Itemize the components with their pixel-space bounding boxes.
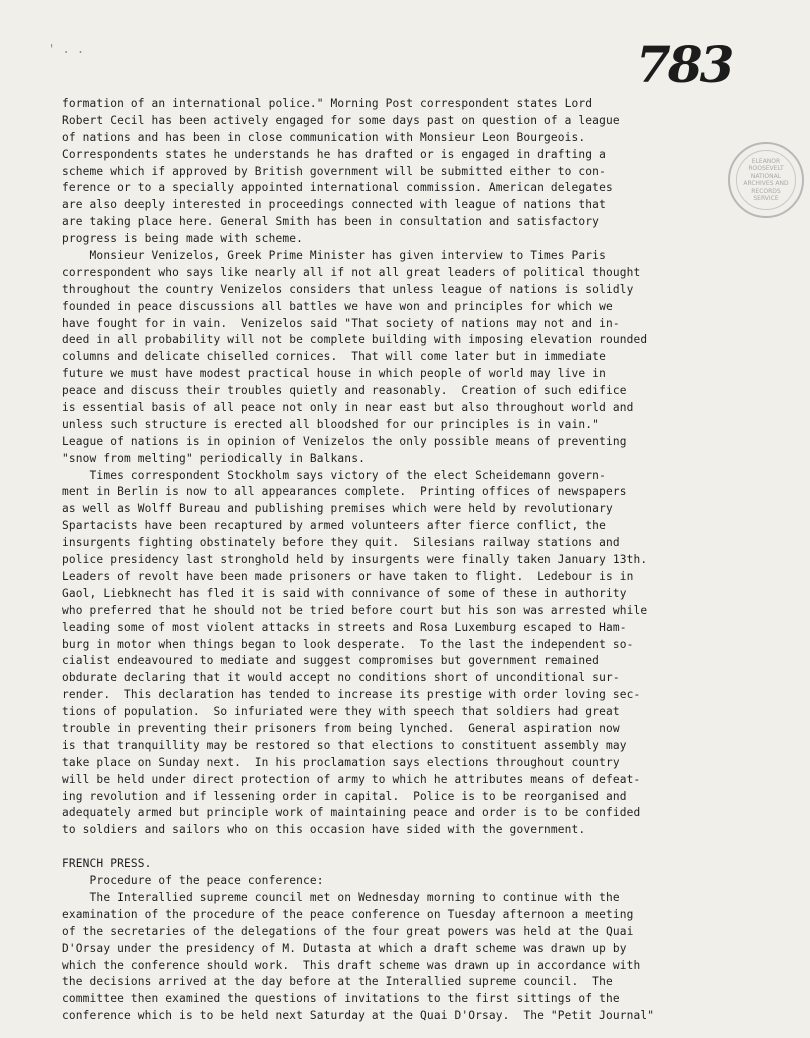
- text-line: ing revolution and if lessening order in capital. Police is to be reorganised and: [62, 789, 627, 803]
- stamp-line: RECORDS: [751, 187, 781, 195]
- corner-mark: ' . .: [48, 42, 85, 56]
- text-line: Times correspondent Stockholm says victory of the elect Scheidemann govern-: [62, 468, 606, 482]
- text-line: Robert Cecil has been actively engaged for some days past on question of a league: [62, 113, 620, 127]
- text-line: conference which is to be held next Saturday at the Quai D'Orsay. The "Petit Journal": [62, 1009, 655, 1023]
- text-line: is that tranquillity may be restored so that elections to constituent assembly may: [62, 738, 627, 752]
- text-line: to soldiers and sailors who on this occasion have sided with the government.: [62, 823, 586, 837]
- text-line: will be held under direct protection of army to which he attributes means of defeat-: [62, 772, 641, 786]
- paragraph-stockholm: [62, 468, 752, 840]
- text-line: take place on Sunday next. In his proclamation says elections throughout country: [62, 755, 620, 769]
- sub-heading: Procedure of the peace conference:: [62, 874, 324, 888]
- text-line: cialist endeavoured to mediate and suggest compromises but government remained: [62, 654, 600, 668]
- text-line: the decisions arrived at the day before at the Interallied supreme council. The: [62, 975, 613, 989]
- text-line: adequately armed but principle work of maintaining peace and order is to be confided: [62, 806, 641, 820]
- text-line: insurgents fighting obstinately before they quit. Silesians railway stations and: [62, 536, 620, 550]
- text-line: scheme which if approved by British government will be submitted either to con-: [62, 164, 606, 178]
- text-line: progress is being made with scheme.: [62, 232, 303, 246]
- text-line: burg in motor when things began to look desperate. To the last the independent so-: [62, 637, 634, 651]
- text-line: are also deeply interested in proceedings connected with league of nations that: [62, 198, 606, 212]
- text-line: ference or to a specially appointed international commission. American delegates: [62, 181, 613, 195]
- paragraph-peace-conference: [62, 890, 752, 1025]
- text-line: columns and delicate chiselled cornices. That will come later but in immediate: [62, 350, 606, 364]
- text-line: committee then examined the questions of invitations to the first sittings of the: [62, 992, 620, 1006]
- text-line: of the secretaries of the delegations of the four great powers was held at the Quai: [62, 924, 634, 938]
- text-line: Gaol, Liebknecht has fled it is said with connivance of some of these in authority: [62, 586, 627, 600]
- text-line: render. This declaration has tended to increase its prestige with order loving sec-: [62, 688, 641, 702]
- text-line: who preferred that he should not be tried before court but his son was arrested while: [62, 603, 648, 617]
- text-line: are taking place here. General Smith has been in consultation and satisfactory: [62, 215, 600, 229]
- stamp-line: ELEANOR ROOSEVELT: [748, 157, 784, 172]
- stamp-line: ARCHIVES AND: [743, 180, 789, 187]
- stamp-line: SERVICE: [753, 195, 779, 202]
- text-line: is essential basis of all peace not only in near east but also throughout world and: [62, 401, 634, 415]
- text-line: Spartacists have been recaptured by armed volunteers after fierce conflict, the: [62, 519, 606, 533]
- text-line: unless such structure is erected all bloodshed for our principles is in vain.": [62, 417, 600, 431]
- text-line: Monsieur Venizelos, Greek Prime Minister has given interview to Times Paris: [62, 249, 606, 263]
- paragraph-league-of-nations: [62, 96, 752, 248]
- stamp-line: NATIONAL: [750, 172, 782, 180]
- text-line: The Interallied supreme council met on Wednesday morning to continue with the: [62, 890, 620, 904]
- text-line: leading some of most violent attacks in streets and Rosa Luxemburg escaped to Ham-: [62, 620, 627, 634]
- text-line: tions of population. So infuriated were they with speech that soldiers had great: [62, 705, 620, 719]
- text-line: obdurate declaring that it would accept no conditions short of unconditional sur-: [62, 671, 620, 685]
- text-line: which the conference should work. This draft scheme was drawn up in accordance with: [62, 958, 641, 972]
- text-line: peace and discuss their troubles quietly and reasonably. Creation of such edifice: [62, 384, 627, 398]
- text-line: Leaders of revolt have been made prisoners or have taken to flight. Ledebour is in: [62, 569, 634, 583]
- typewritten-body: [62, 96, 752, 1025]
- text-line: correspondent who says like nearly all if not all great leaders of political thought: [62, 265, 641, 279]
- paragraph-venizelos: [62, 248, 752, 468]
- text-line: ment in Berlin is now to all appearances complete. Printing offices of newspapers: [62, 485, 627, 499]
- text-line: Correspondents states he understands he has drafted or is engaged in drafting a: [62, 147, 606, 161]
- text-line: formation of an international police." Morning Post correspondent states Lord: [62, 97, 593, 110]
- text-line: "snow from melting" periodically in Balkans.: [62, 451, 365, 465]
- text-line: have fought for in vain. Venizelos said "That society of nations may not and in-: [62, 316, 620, 330]
- text-line: future we must have modest practical house in which people of world may live in: [62, 367, 606, 381]
- text-line: police presidency last stronghold held by insurgents were finally taken January 13th.: [62, 553, 648, 567]
- text-line: examination of the procedure of the peace conference on Tuesday afternoon a meeting: [62, 907, 634, 921]
- text-line: of nations and has been in close communication with Monsieur Leon Bourgeois.: [62, 130, 586, 144]
- text-line: founded in peace discussions all battles we have won and principles for which we: [62, 299, 613, 313]
- text-line: trouble in preventing their prisoners from being lynched. General aspiration now: [62, 721, 620, 735]
- text-line: D'Orsay under the presidency of M. Dutasta at which a draft scheme was drawn up by: [62, 941, 627, 955]
- handwritten-page-number: 783: [636, 35, 732, 94]
- text-line: deed in all probability will not be complete building with imposing elevation rounded: [62, 333, 648, 347]
- text-line: as well as Wolff Bureau and publishing premises which were held by revolutionary: [62, 502, 613, 516]
- text-line: throughout the country Venizelos considers that unless league of nations is solidly: [62, 282, 634, 296]
- text-line: League of nations is in opinion of Venizelos the only possible means of preventing: [62, 434, 627, 448]
- section-heading: FRENCH PRESS.: [62, 857, 152, 871]
